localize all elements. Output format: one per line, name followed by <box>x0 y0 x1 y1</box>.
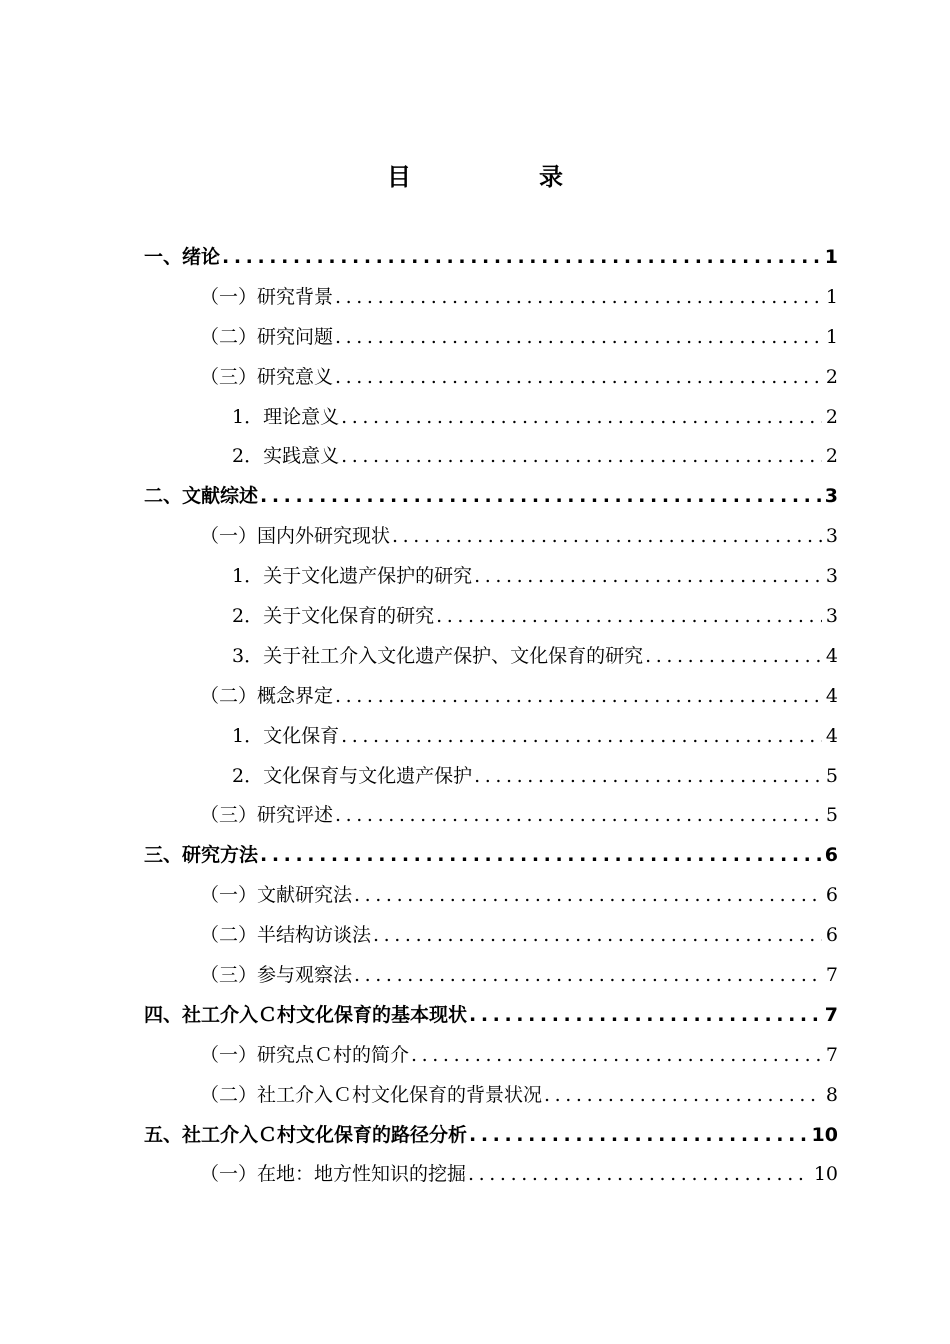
toc-page-number: 3 <box>825 565 838 588</box>
toc-entry[interactable] <box>144 1036 838 1076</box>
toc-dot-leader <box>335 796 822 836</box>
toc-entry[interactable] <box>144 238 838 278</box>
toc-dot-leader <box>645 637 822 677</box>
toc-entry[interactable] <box>144 717 838 757</box>
toc-dot-leader <box>341 398 822 438</box>
toc-entry[interactable] <box>144 637 838 677</box>
toc-entry[interactable] <box>144 318 838 358</box>
toc-entry-label: 2．文化保育与文化遗产保护 <box>232 764 473 787</box>
toc-page-number: 3 <box>825 605 838 628</box>
toc-dot-leader <box>474 557 822 597</box>
toc-page-number: 4 <box>825 644 838 667</box>
toc-dot-leader <box>335 358 822 398</box>
toc-entry[interactable] <box>144 757 838 797</box>
toc-dot-leader <box>373 916 822 956</box>
toc-entry[interactable] <box>144 517 838 557</box>
toc-entry-label: （三）研究评述 <box>200 804 334 827</box>
toc-dot-leader <box>335 278 822 318</box>
toc-entry[interactable] <box>144 677 838 717</box>
toc-entry[interactable] <box>144 1076 838 1116</box>
toc-dot-leader <box>260 836 821 876</box>
toc-page-number: 10 <box>811 1123 838 1146</box>
toc-dot-leader <box>222 238 821 278</box>
toc-dot-leader <box>341 437 822 477</box>
toc-page-number: 10 <box>813 1163 838 1186</box>
toc-dot-leader <box>468 1155 810 1195</box>
toc-entry-label: 五、社工介入Ｃ村文化保育的路径分析 <box>144 1123 468 1146</box>
toc-page-number: 5 <box>825 804 838 827</box>
toc-entry[interactable] <box>144 796 838 836</box>
toc-page-number: 6 <box>824 844 838 867</box>
toc-page-number: 6 <box>825 884 838 907</box>
toc-dot-leader <box>411 1036 822 1076</box>
toc-entry-label: （二）社工介入Ｃ村文化保育的背景状况 <box>200 1083 543 1106</box>
toc-entry-label: （二）半结构访谈法 <box>200 924 372 947</box>
toc-page-number: 6 <box>825 924 838 947</box>
toc-page-number: 7 <box>824 1003 838 1026</box>
toc-dot-leader <box>474 757 822 797</box>
toc-list <box>144 238 838 1195</box>
toc-entry-label: （二）研究问题 <box>200 325 334 348</box>
toc-page-number: 4 <box>825 724 838 747</box>
toc-dot-leader <box>544 1076 822 1116</box>
toc-dot-leader <box>436 597 822 637</box>
toc-entry[interactable] <box>144 398 838 438</box>
toc-entry[interactable] <box>144 1116 838 1156</box>
toc-dot-leader <box>469 1116 808 1156</box>
toc-dot-leader <box>392 517 822 557</box>
toc-page-number: 4 <box>825 684 838 707</box>
toc-page-number: 1 <box>824 246 838 268</box>
toc-page-number: 7 <box>825 964 838 987</box>
toc-entry-label: 1．关于文化遗产保护的研究 <box>232 565 473 588</box>
toc-entry-label: 3．关于社工介入文化遗产保护、文化保育的研究 <box>232 644 644 667</box>
toc-page-number: 1 <box>825 285 838 308</box>
toc-entry[interactable] <box>144 956 838 996</box>
toc-page-number: 2 <box>825 405 838 428</box>
toc-page-number: 5 <box>825 764 838 787</box>
toc-entry[interactable] <box>144 876 838 916</box>
toc-page-number: 7 <box>825 1043 838 1066</box>
toc-entry[interactable] <box>144 1155 838 1195</box>
toc-entry-label: （二）概念界定 <box>200 684 334 707</box>
toc-entry-label: （一）文献研究法 <box>200 884 353 907</box>
toc-entry-label: 四、社工介入Ｃ村文化保育的基本现状 <box>144 1003 468 1026</box>
toc-entry-label: （一）在地：地方性知识的挖掘 <box>200 1163 467 1186</box>
toc-dot-leader <box>354 956 822 996</box>
toc-entry[interactable] <box>144 996 838 1036</box>
toc-entry[interactable] <box>144 597 838 637</box>
toc-entry[interactable] <box>144 916 838 956</box>
toc-page-number: 2 <box>825 445 838 468</box>
toc-page-number: 8 <box>825 1083 838 1106</box>
toc-title: 目 录 <box>387 163 615 191</box>
toc-entry-label: （一）国内外研究现状 <box>200 525 391 548</box>
toc-entry[interactable] <box>144 437 838 477</box>
toc-entry-label: 二、文献综述 <box>144 485 259 508</box>
toc-entry[interactable] <box>144 477 838 517</box>
toc-page-number: 2 <box>825 365 838 388</box>
toc-entry-label: 一、绪论 <box>144 246 221 268</box>
toc-dot-leader <box>341 717 822 757</box>
toc-entry[interactable] <box>144 557 838 597</box>
toc-page-number: 3 <box>824 485 838 508</box>
toc-dot-leader <box>469 996 821 1036</box>
toc-entry-label: 2．关于文化保育的研究 <box>232 605 435 628</box>
toc-entry-label: 1．理论意义 <box>232 405 340 428</box>
toc-dot-leader <box>260 477 821 517</box>
toc-page-number: 1 <box>825 325 838 348</box>
toc-dot-leader <box>354 876 822 916</box>
toc-entry-label: 三、研究方法 <box>144 844 259 867</box>
toc-dot-leader <box>335 677 822 717</box>
toc-entry-label: （一）研究点Ｃ村的简介 <box>200 1043 410 1066</box>
toc-entry[interactable] <box>144 278 838 318</box>
toc-entry-label: （一）研究背景 <box>200 285 334 308</box>
toc-entry-label: （三）参与观察法 <box>200 964 353 987</box>
toc-entry[interactable] <box>144 358 838 398</box>
toc-entry-label: （三）研究意义 <box>200 365 334 388</box>
toc-dot-leader <box>335 318 822 358</box>
toc-page-number: 3 <box>825 525 838 548</box>
toc-entry-label: 2．实践意义 <box>232 445 340 468</box>
toc-entry[interactable] <box>144 836 838 876</box>
toc-entry-label: 1．文化保育 <box>232 724 340 747</box>
